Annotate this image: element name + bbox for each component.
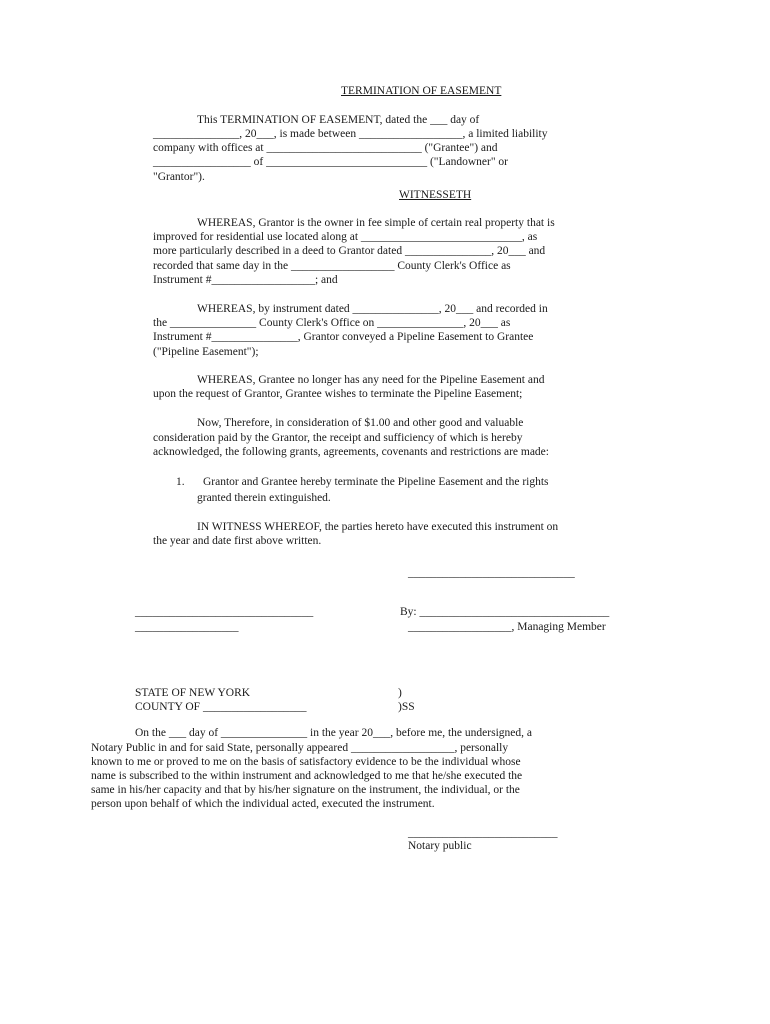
in-witness-line: IN WITNESS WHEREOF, the parties hereto have executed this instrument on — [197, 521, 559, 533]
now-therefore-line: Now, Therefore, in consideration of $1.00 and other good and valuable — [197, 417, 524, 429]
whereas-1-line: recorded that same day in the __________________ County Clerk's Office as — [153, 260, 511, 272]
signature-line-top: _____________________________ — [408, 567, 575, 579]
state-label: STATE OF NEW YORK — [135, 687, 251, 699]
intro-line: _______________, 20___, is made between __________________, a limited liability — [153, 128, 548, 140]
whereas-2-line: Instrument #_______________, Grantor conveyed a Pipeline Easement to Grantee — [153, 331, 534, 343]
intro-line: "Grantor"). — [153, 171, 205, 183]
whereas-3-line: upon the request of Grantor, Grantee wishes to terminate the Pipeline Easement; — [153, 388, 523, 400]
notary-line: person upon behalf of which the individual acted, executed the instrument. — [91, 798, 435, 810]
in-witness-line: the year and date first above written. — [153, 535, 322, 547]
document-title: TERMINATION OF EASEMENT — [341, 85, 502, 97]
whereas-1-line: Instrument #__________________; and — [153, 274, 338, 286]
intro-line: This TERMINATION OF EASEMENT, dated the ___ day of — [197, 114, 480, 126]
managing-member-line: __________________, Managing Member — [408, 621, 606, 633]
by-signature-line: By: _________________________________ — [400, 606, 610, 618]
item-1-number: 1. — [176, 476, 185, 488]
county-label: COUNTY OF __________________ — [135, 701, 307, 713]
now-therefore-line: acknowledged, the following grants, agreements, covenants and restrictions are made: — [153, 446, 549, 458]
whereas-2-line: ("Pipeline Easement"); — [153, 346, 259, 358]
notary-line: name is subscribed to the within instrument and acknowledged to me that he/she executed the — [91, 770, 523, 782]
whereas-2-line: WHEREAS, by instrument dated _______________, 20___ and recorded in — [197, 303, 548, 315]
whereas-1-line: improved for residential use located along at ____________________________, as — [153, 231, 538, 243]
notary-line: On the ___ day of _______________ in the year 20___, before me, the undersigned, a — [135, 727, 532, 739]
notary-signature-line: __________________________ — [408, 827, 558, 839]
intro-line: company with offices at ___________________________ ("Grantee") and — [153, 142, 498, 154]
whereas-1-line: more particularly described in a deed to Grantor dated _______________, 20___ and — [153, 245, 546, 257]
intro-line: _________________ of ____________________________ ("Landowner" or — [153, 156, 508, 168]
notary-line: same in his/her capacity and that by his/her signature on the instrument, the individual, or the — [91, 784, 520, 796]
notary-line: known to me or proved to me on the basis of satisfactory evidence to be the individual whose — [91, 756, 521, 768]
ss-label: )SS — [398, 701, 415, 713]
witnesseth-heading: WITNESSETH — [399, 189, 472, 201]
signature-line-left-2: __________________ — [135, 621, 239, 633]
item-1-line: granted therein extinguished. — [197, 492, 331, 504]
whereas-3-line: WHEREAS, Grantee no longer has any need for the Pipeline Easement and — [197, 374, 545, 386]
item-1-line: Grantor and Grantee hereby terminate the Pipeline Easement and the rights — [203, 476, 549, 488]
whereas-1-line: WHEREAS, Grantor is the owner in fee simple of certain real property that is — [197, 217, 555, 229]
whereas-2-line: the _______________ County Clerk's Office on _______________, 20___ as — [153, 317, 511, 329]
notary-public-label: Notary public — [408, 840, 472, 852]
notary-line: Notary Public in and for said State, personally appeared __________________, personally — [91, 742, 509, 754]
state-paren: ) — [398, 687, 402, 699]
now-therefore-line: consideration paid by the Grantor, the receipt and sufficiency of which is hereby — [153, 432, 523, 444]
signature-line-left: _______________________________ — [135, 606, 314, 618]
